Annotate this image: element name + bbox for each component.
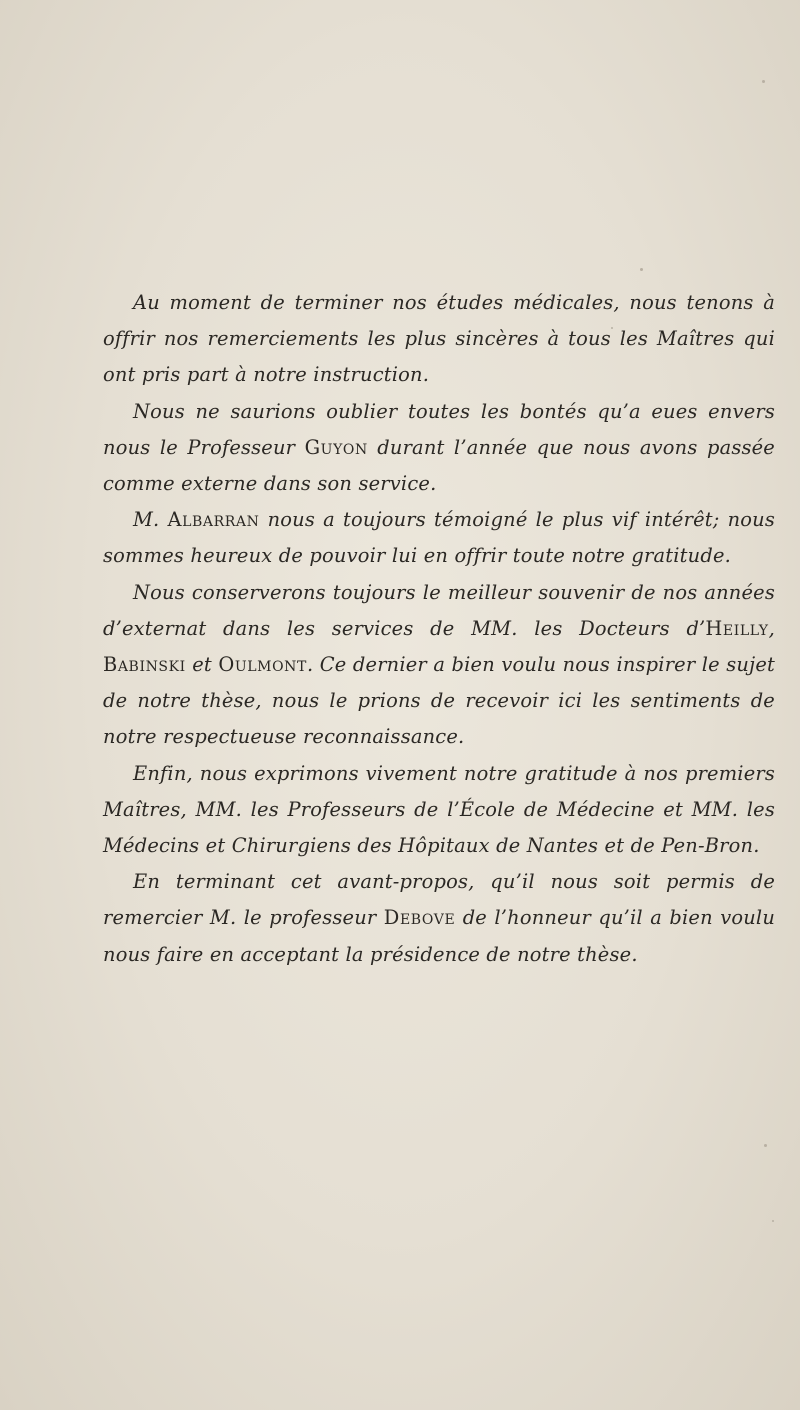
text-segment: Enfin, nous exprimons vivement notre gratitude à nos premiers Maîtres, MM. les Professeurs de l’École de Médecine et MM. les Médecins et Chirurgiens des Hôpitaux de Nantes et de Pen-Bron. [103,761,775,858]
text-segment: de l’honneur qu’il a bien voulu nous faire en acceptant la présidence de notre thèse. [103,906,776,966]
text-segment: durant l’année que nous avons passée comme externe dans son service. [103,435,775,496]
text-segment: Nous ne saurions oublier toutes les bontés qu’a eues envers nous le Professeur [103,399,775,459]
text-segment: Nous conserverons toujours le meilleur souvenir de nos années d’externat dans les services de MM. les Docteurs d’ [103,580,775,640]
proper-name: Heilly [705,616,769,640]
paragraph [103,394,775,503]
paper-speck [762,80,765,83]
paper-speck [640,268,643,271]
paper-speck [772,1220,774,1222]
paragraph [103,285,775,394]
paragraph [103,575,775,756]
text-segment: . Ce dernier a bien voulu nous inspirer le sujet de notre thèse, nous le prions de recevoir ici les sentiments de notre respectueuse reconnaissance. [103,653,775,749]
text-segment: nous a toujours témoigné le plus vif intérêt; nous sommes heureux de pouvoir lui en offrir toute notre gratitude. [103,508,775,568]
avant-propos-text [103,285,775,973]
paragraph [103,756,775,865]
paper-speck [764,1144,767,1147]
text-segment: En terminant cet avant-propos, qu’il nous soit permis de remercier M. le professeur [103,870,775,930]
proper-name: Babinski [103,653,186,677]
text-segment: et [185,653,219,677]
proper-name: Guyon [304,435,368,459]
text-segment: M. [133,508,168,532]
text-segment: Au moment de terminer nos études médicales, nous tenons à offrir nos remerciements les plus sincères à tous les Maîtres qui ont pris part à notre instruction. [103,291,775,387]
proper-name: Debove [383,906,456,930]
text-segment: , [768,616,775,640]
paragraph [103,864,775,973]
proper-name: Albarran [167,508,260,532]
proper-name: Oulmont [218,653,307,677]
paragraph [103,502,775,574]
